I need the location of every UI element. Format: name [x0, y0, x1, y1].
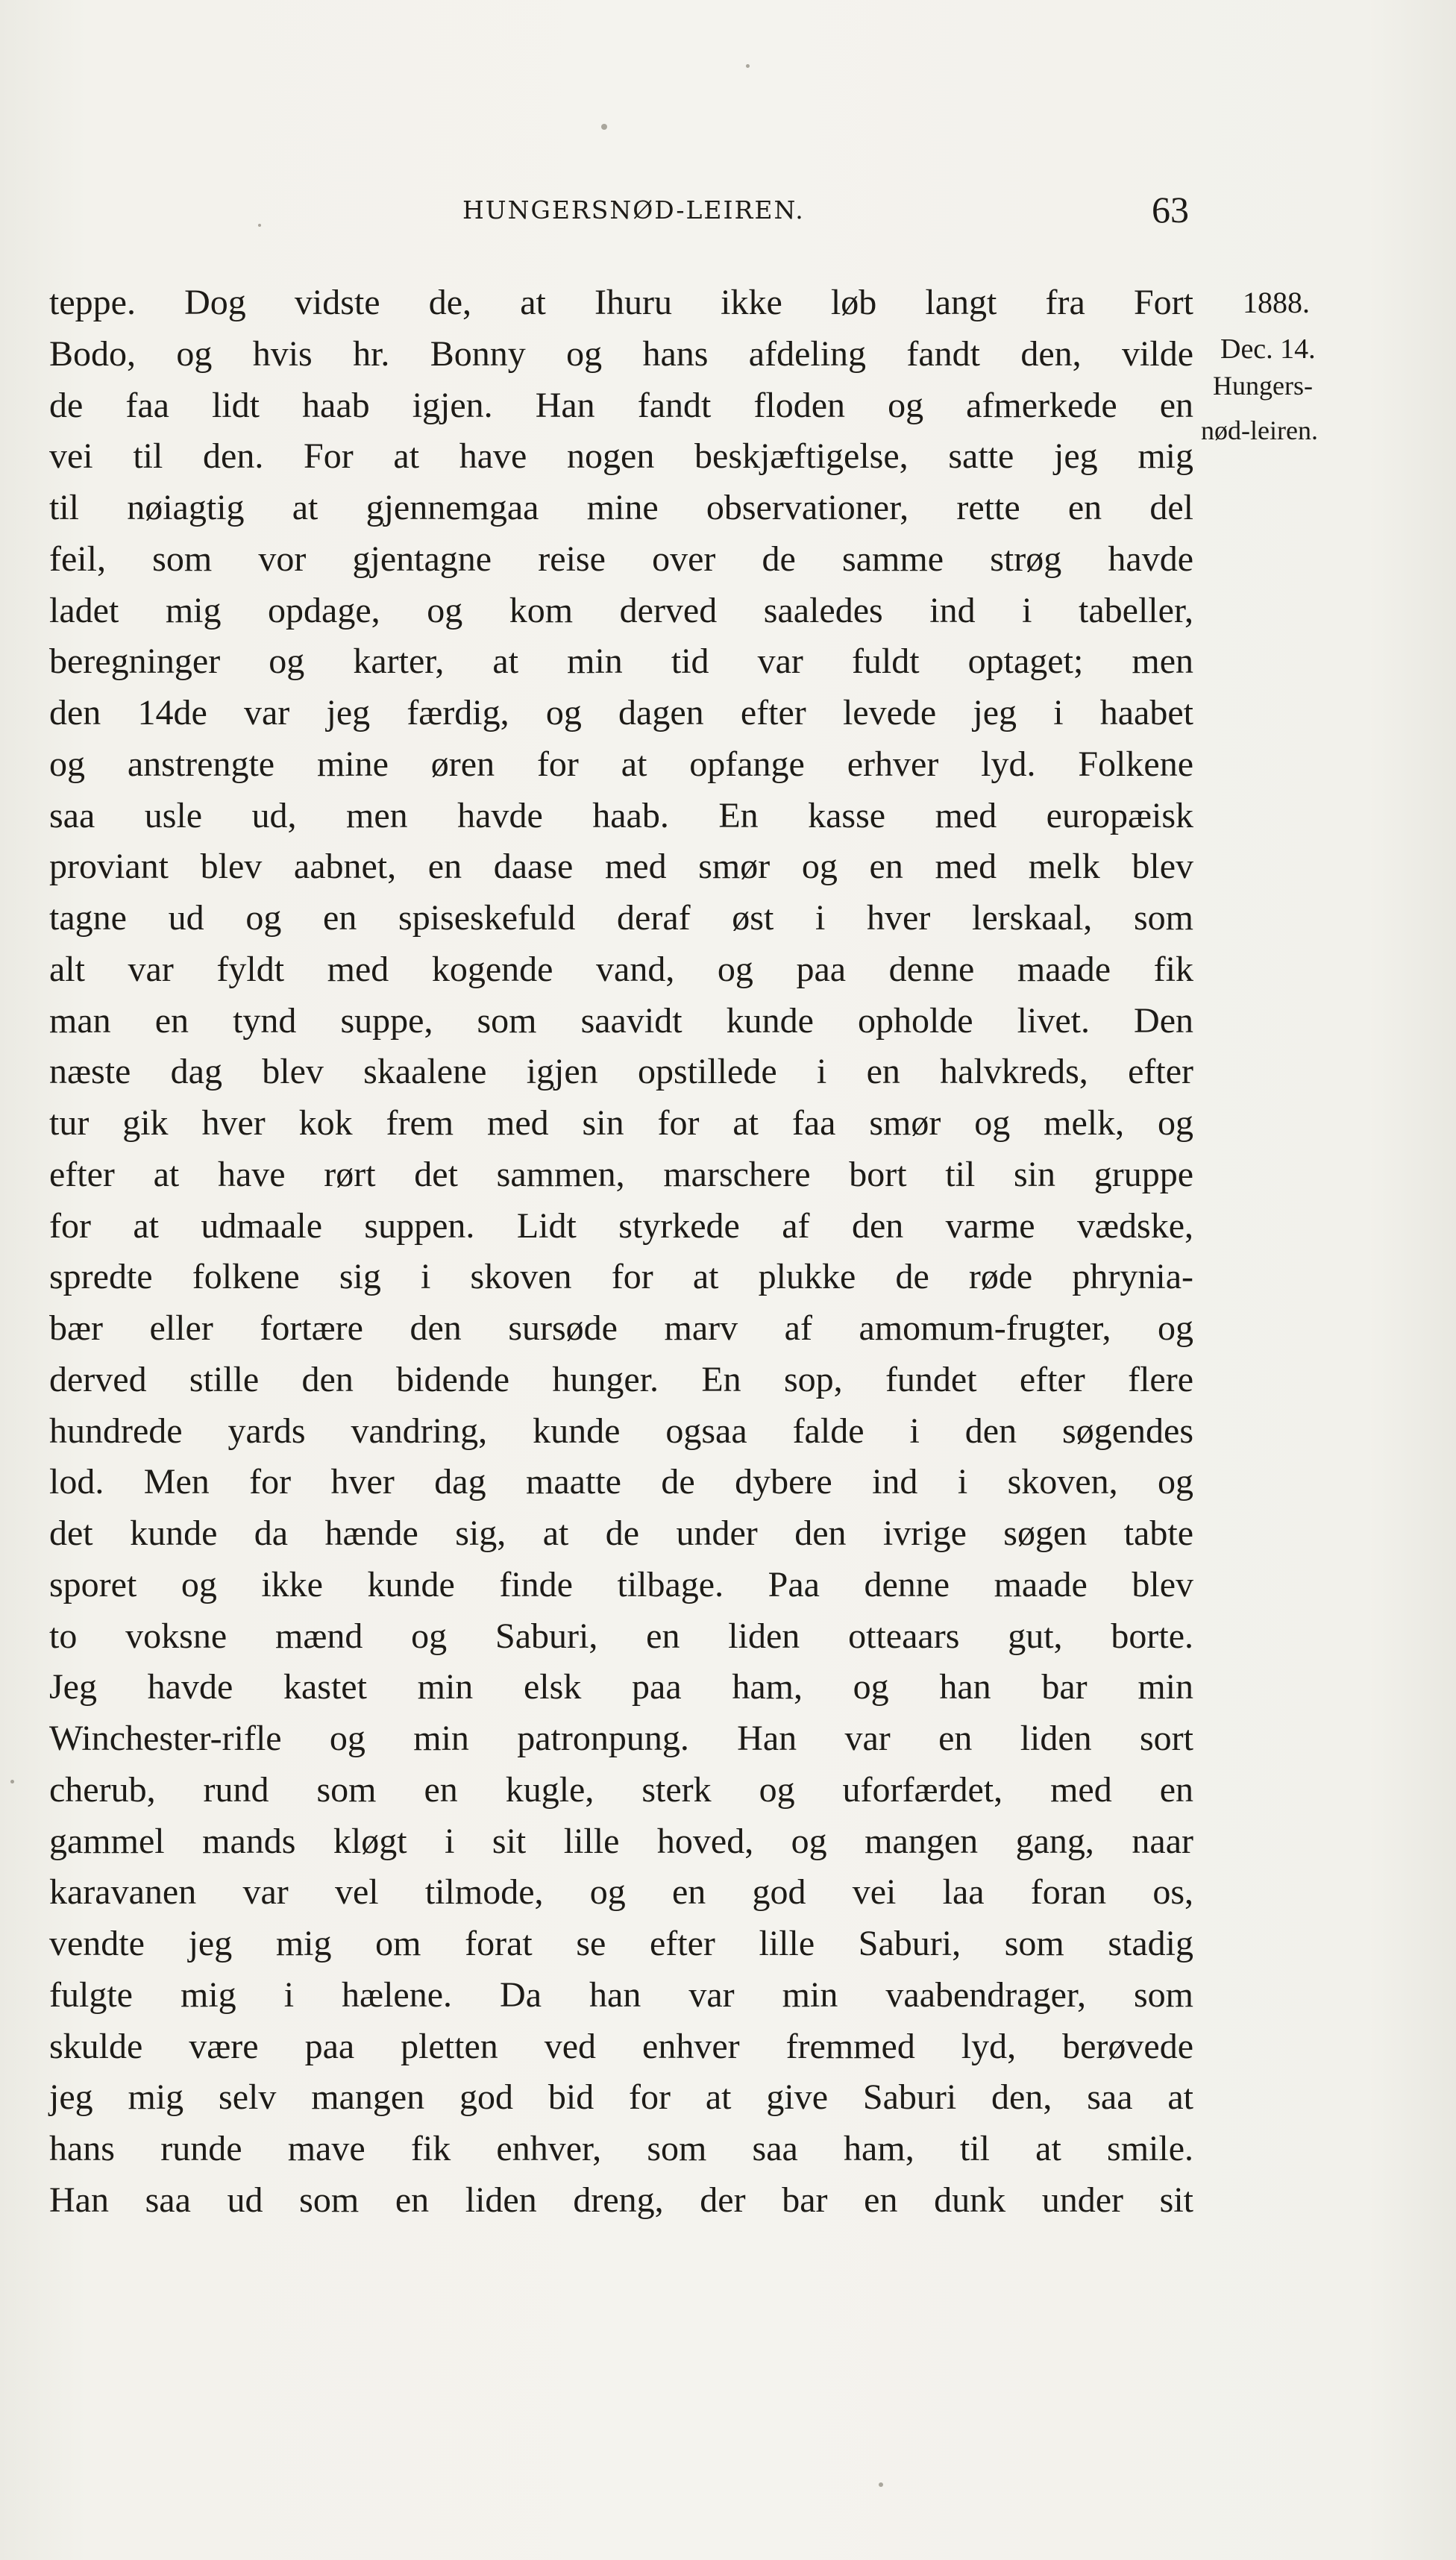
text-line: jeg mig selv mangen god bid for at give Saburi den, saa at	[49, 2077, 1193, 2118]
page-number: 63	[1152, 189, 1189, 230]
paper-speck	[258, 224, 261, 227]
margin-note-place-line2: nød-leiren.	[1201, 415, 1318, 445]
text-line: feil, som vor gjentagne reise over de samme strøg havde	[49, 539, 1193, 579]
text-line: ladet mig opdage, og kom derved saaledes ind i tabeller,	[49, 590, 1193, 630]
text-line: efter at have rørt det sammen, marschere bort til sin gruppe	[49, 1154, 1193, 1194]
text-line: Winchester-rifle og min patronpung. Han var en liden sort	[49, 1719, 1193, 1758]
text-line: lod. Men for hver dag maatte de dybere ind i skoven, og	[49, 1462, 1193, 1502]
running-head: HUNGERSNØD-LEIREN.	[462, 195, 805, 225]
text-line: tagne ud og en spiseskefuld deraf øst i hver lerskaal, som	[49, 898, 1193, 938]
text-line: tur gik hver kok frem med sin for at faa smør og melk, og	[49, 1103, 1193, 1143]
text-line: proviant blev aabnet, en daase med smør og en med melk blev	[49, 847, 1193, 887]
text-line: vendte jeg mig om forat se efter lille Saburi, som stadig	[49, 1924, 1193, 1963]
text-line: Jeg havde kastet min elsk paa ham, og han bar min	[49, 1667, 1193, 1707]
margin-note-year: 1888.	[1243, 286, 1310, 319]
paper-speck	[746, 64, 750, 68]
text-line: bær eller fortære den sursøde marv af amomum-frugter, og	[49, 1308, 1193, 1348]
text-line: sporet og ikke kunde finde tilbage. Paa denne maade blev	[49, 1564, 1193, 1604]
text-line: alt var fyldt med kogende vand, og paa denne maade fik	[49, 949, 1193, 989]
text-line: skulde være paa pletten ved enhver fremmed lyd, berøvede	[49, 2026, 1193, 2066]
text-line: den 14de var jeg færdig, og dagen efter levede jeg i haabet	[49, 693, 1193, 732]
margin-note-date: Dec. 14.	[1220, 333, 1316, 365]
text-line: cherub, rund som en kugle, sterk og uforfærdet, med en	[49, 1769, 1193, 1810]
text-line: derved stille den bidende hunger. En sop, fundet efter flere	[49, 1359, 1193, 1399]
text-line: to voksne mænd og Saburi, en liden otteaars gut, borte.	[49, 1616, 1193, 1656]
text-line: saa usle ud, men havde haab. En kasse med europæisk	[49, 795, 1193, 835]
body-text	[49, 277, 1193, 2227]
text-line: Han saa ud som en liden dreng, der bar en dunk under sit	[49, 2180, 1193, 2220]
text-line: spredte folkene sig i skoven for at plukke de røde phrynia-	[49, 1257, 1193, 1297]
text-line: de faa lidt haab igjen. Han fandt floden og afmerkede en	[49, 385, 1193, 425]
text-line: gammel mands kløgt i sit lille hoved, og mangen gang, naar	[49, 1821, 1193, 1861]
text-line: Bodo, og hvis hr. Bonny og hans afdeling fandt den, vilde	[49, 333, 1193, 374]
text-line: vei til den. For at have nogen beskjæftigelse, satte jeg mig	[49, 436, 1193, 477]
text-line: til nøiagtig at gjennemgaa mine observationer, rette en del	[49, 488, 1193, 527]
paper-speck	[10, 1780, 14, 1783]
text-line: det kunde da hænde sig, at de under den ivrige søgen tabte	[49, 1513, 1193, 1553]
paper-speck	[601, 124, 607, 130]
text-line: fulgte mig i hælene. Da han var min vaabendrager, som	[49, 1974, 1193, 2015]
text-line: man en tynd suppe, som saavidt kunde opholde livet. Den	[49, 1000, 1193, 1041]
text-line: næste dag blev skaalene igjen opstillede i en halvkreds, efter	[49, 1052, 1193, 1092]
margin-note-place-line1: Hungers-	[1213, 371, 1313, 401]
text-line: hans runde mave fik enhver, som saa ham, til at smile.	[49, 2129, 1193, 2168]
text-line: teppe. Dog vidste de, at Ihuru ikke løb langt fra Fort	[49, 283, 1193, 322]
text-line: for at udmaale suppen. Lidt styrkede af den varme vædske,	[49, 1205, 1193, 1246]
text-line: beregninger og karter, at min tid var fuldt optaget; men	[49, 641, 1193, 682]
text-line: og anstrengte mine øren for at opfange erhver lyd. Folkene	[49, 744, 1193, 784]
text-line: hundrede yards vandring, kunde ogsaa falde i den søgendes	[49, 1411, 1193, 1451]
text-line: karavanen var vel tilmode, og en god vei laa foran os,	[49, 1872, 1193, 1913]
paper-speck	[879, 2482, 883, 2487]
